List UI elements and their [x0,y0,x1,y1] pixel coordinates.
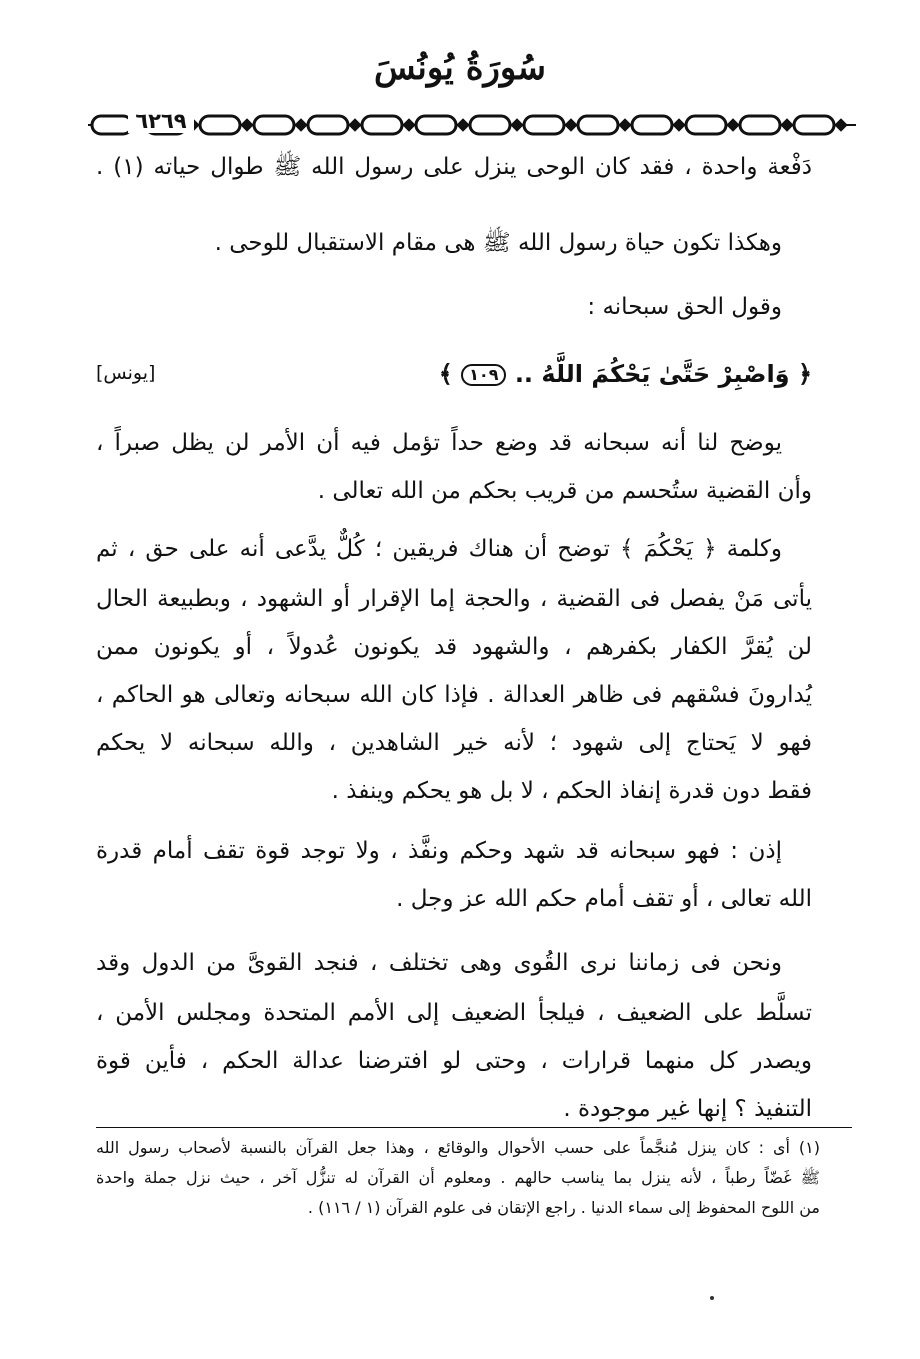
text-line: يُدارونَ فسْقهم فى ظاهر العدالة . فإذا كان الله سبحانه وتعالى هو الحاكم ، [96,682,812,708]
text-line: الله تعالى ، أو تقف أمام حكم الله عز وجل . [396,886,812,912]
text-line: فقط دون قدرة إنفاذ الحكم ، لا بل هو يحكم وينفذ . [331,778,812,804]
footnote-divider [96,1127,852,1128]
text-line: يأتى مَنْ يفصل فى القضية ، والحجة إما الإقرار أو الشهود ، وبطبيعة الحال [96,586,812,612]
quran-verse [439,360,812,388]
text-line: إذن : فهو سبحانه قد شهد وحكم ونفَّذ ، ولا توجد قوة تقف أمام قدرة [96,838,782,864]
print-speck [710,1296,714,1300]
footnote-line: من اللوح المحفوظ إلى سماء الدنيا . راجع الإتقان فى علوم القرآن (١ / ١١٦) . [307,1198,820,1217]
quran-verse-line [96,360,812,394]
page-number: ٦٢٦٩ [128,109,194,133]
text-line: ويصدر كل منهما قرارات ، وحتى لو افترضنا عدالة الحكم ، فأين قوة [96,1048,812,1074]
verse-close-bracket: ﴾ [438,360,453,388]
verse-number: ١٠٩ [461,364,506,386]
text-line: تسلَّط على الضعيف ، فيلجأ الضعيف إلى الأمم المتحدة ومجلس الأمن ، [96,1000,812,1026]
text-line: لن يُقرَّ الكفار بكفرهم ، والشهود قد يكونون عُدولاً ، أو يكونون ممن [96,634,812,660]
surah-reference: [يونس] [96,362,156,384]
text-line: وقول الحق سبحانه : [587,294,782,320]
footnote-line: (١) أى : كان ينزل مُنجَّماً على حسب الأحوال والوقائع ، وهذا جعل القرآن بالنسبة لأصحاب رسول الله [96,1138,820,1157]
text-line: وأن القضية ستُحسم من قريب بحكم من الله تعالى . [317,478,812,504]
verse-text: ﴿ وَاصْبِرْ حَتَّىٰ يَحْكُمَ اللَّهُ .. [514,360,812,388]
text-line: ونحن فى زماننا نرى القُوى وهى تختلف ، فنجد القوىَّ من الدول وقد [96,950,782,976]
text-line: دَفْعة واحدة ، فقد كان الوحى ينزل على رسول الله ﷺ طوال حياته (١) . [96,154,812,180]
text-line: التنفيذ ؟ إنها غير موجودة . [563,1096,812,1122]
text-line: وكلمة ﴿ يَحْكُمَ ﴾ توضح أن هناك فريقين ؛ كُلٌّ يدَّعى أنه على حق ، ثم [96,536,782,562]
header-ornament-band [88,112,856,138]
footnote-line: ﷺ غَضّاً رطباً ، لأنه ينزل بما يناسب حالهم . ومعلوم أن القرآن له تنزُّل آخر ، حيث نزل جملة واحدة [96,1168,820,1187]
surah-title: سُورَةُ يُونُسَ [374,48,546,88]
text-line: وهكذا تكون حياة رسول الله ﷺ هى مقام الاستقبال للوحى . [214,230,782,256]
text-line: يوضح لنا أنه سبحانه قد وضع حداً تؤمل فيه أن الأمر لن يظل صبراً ، [96,430,782,456]
text-line: فهو لا يَحتاج إلى شهود ؛ لأنه خير الشاهدين ، والله سبحانه لا يحكم [96,730,812,756]
